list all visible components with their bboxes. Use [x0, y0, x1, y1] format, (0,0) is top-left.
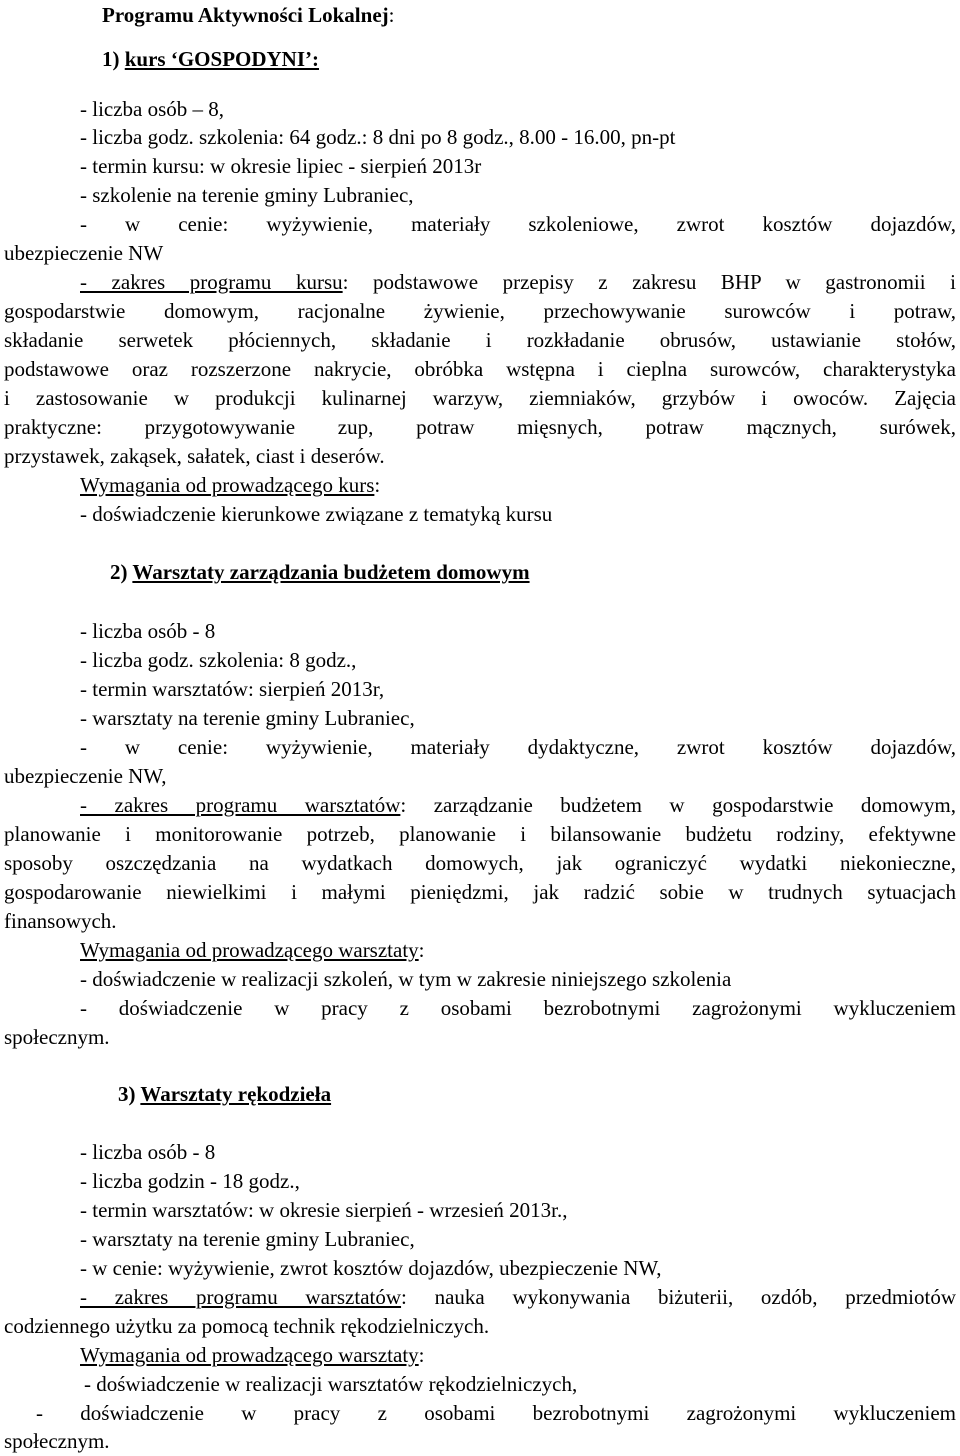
s1-location: - szkolenie na terenie gminy Lubraniec, [80, 183, 414, 207]
document-heading: Programu Aktywności Lokalnej: [102, 3, 395, 27]
s1-requirements-heading: Wymagania od prowadzącego kurs: [80, 473, 381, 497]
s3-workshop-term: - termin warsztatów: w okresie sierpień - wrzesień 2013r., [80, 1198, 568, 1222]
s1-training-hours: - liczba godz. szkolenia: 64 godz.: 8 dni po 8 godz., 8.00 - 16.00, pn-pt [80, 125, 676, 149]
s3-requirement-item: - doświadczenie w realizacji warsztatów rękodzielniczych, [84, 1372, 578, 1396]
s1-scope-text: przystawek, zakąsek, sałatek, ciast i deserów. [4, 444, 385, 468]
s2-requirement-item-cont: społecznym. [4, 1025, 110, 1049]
s2-scope-text: planowanie i monitorowanie potrzeb, planowanie i bilansowanie budżetu rodziny, efektywne [4, 822, 956, 846]
s1-scope-text: podstawowe oraz rozszerzone nakrycie, obróbka wstępna i cieplna surowców, charakterystyka [4, 357, 956, 381]
s3-scope-line: - zakres programu warsztatów: nauka wykonywania biżuterii, ozdób, przedmiotów [80, 1285, 957, 1309]
s2-price-includes-cont: ubezpieczenie NW, [4, 764, 167, 788]
s3-requirement-item-cont: społecznym. [4, 1429, 110, 1453]
s3-training-hours: - liczba godzin - 18 godz., [80, 1169, 300, 1193]
s2-scope-text: gospodarowanie niewielkimi i małymi pieniędzmi, jak radzić sobie w trudnych sytuacjach [4, 880, 956, 904]
s1-scope-text: składanie serwetek płóciennych, składanie i rozkładanie obrusów, ustawianie stołów, [4, 328, 956, 352]
s2-location: - warsztaty na terenie gminy Lubraniec, [80, 706, 415, 730]
s3-requirement-item: - doświadczenie w pracy z osobami bezrobotnymi zagrożonymi wykluczeniem [36, 1401, 956, 1425]
section-1-title: 1) kurs ‘GOSPODYNI’: [102, 47, 320, 71]
section-3-title: 3) Warsztaty rękodzieła [118, 1082, 332, 1106]
s1-scope-line: - zakres programu kursu: podstawowe przepisy z zakresu BHP w gastronomii i [80, 270, 956, 294]
s3-location: - warsztaty na terenie gminy Lubraniec, [80, 1227, 415, 1251]
s1-price-includes-cont: ubezpieczenie NW [4, 241, 164, 265]
s2-requirement-item: - doświadczenie w realizacji szkoleń, w tym w zakresie niniejszego szkolenia [80, 967, 732, 991]
s1-scope-label: - zakres programu kursu [80, 270, 343, 294]
s2-scope-text: finansowych. [4, 909, 117, 933]
s2-workshop-term: - termin warsztatów: sierpień 2013r, [80, 677, 385, 701]
s2-requirements-heading: Wymagania od prowadzącego warsztaty: [80, 938, 425, 962]
section-2-title: 2) Warsztaty zarządzania budżetem domowym [110, 560, 530, 584]
s1-price-includes: - w cenie: wyżywienie, materiały szkoleniowe, zwrot kosztów dojazdów, [80, 212, 956, 236]
s1-scope-text: i zastosowanie w produkcji kulinarnej warzyw, ziemniaków, grzybów i owoców. Zajęcia [4, 386, 956, 410]
s1-requirement-item: - doświadczenie kierunkowe związane z tematyką kursu [80, 502, 553, 526]
s2-scope-line: - zakres programu warsztatów: zarządzanie budżetem w gospodarstwie domowym, [80, 793, 956, 817]
s1-scope-text: gospodarstwie domowym, racjonalne żywienie, przechowywanie surowców i potraw, [4, 299, 956, 323]
s2-scope-text: sposoby oszczędzania na wydatkach domowych, jak ograniczyć wydatki niekonieczne, [4, 851, 956, 875]
s3-scope-label: - zakres programu warsztatów [80, 1285, 402, 1309]
s2-training-hours: - liczba godz. szkolenia: 8 godz., [80, 648, 357, 672]
s3-price-includes: - w cenie: wyżywienie, zwrot kosztów dojazdów, ubezpieczenie NW, [80, 1256, 662, 1280]
s3-scope-text: codziennego użytku za pomocą technik rękodzielniczych. [4, 1314, 490, 1338]
s2-price-includes: - w cenie: wyżywienie, materiały dydaktyczne, zwrot kosztów dojazdów, [80, 735, 956, 759]
s2-requirement-item: - doświadczenie w pracy z osobami bezrobotnymi zagrożonymi wykluczeniem [80, 996, 956, 1020]
s1-course-term: - termin kursu: w okresie lipiec - sierpień 2013r [80, 154, 482, 178]
s3-participants: - liczba osób - 8 [80, 1140, 216, 1164]
s2-scope-label: - zakres programu warsztatów [80, 793, 401, 817]
s3-requirements-heading: Wymagania od prowadzącego warsztaty: [80, 1343, 425, 1367]
s2-participants: - liczba osób - 8 [80, 619, 216, 643]
s1-participants: - liczba osób – 8, [80, 97, 225, 121]
s1-scope-text: praktyczne: przygotowywanie zup, potraw mięsnych, potraw mącznych, surówek, [4, 415, 956, 439]
